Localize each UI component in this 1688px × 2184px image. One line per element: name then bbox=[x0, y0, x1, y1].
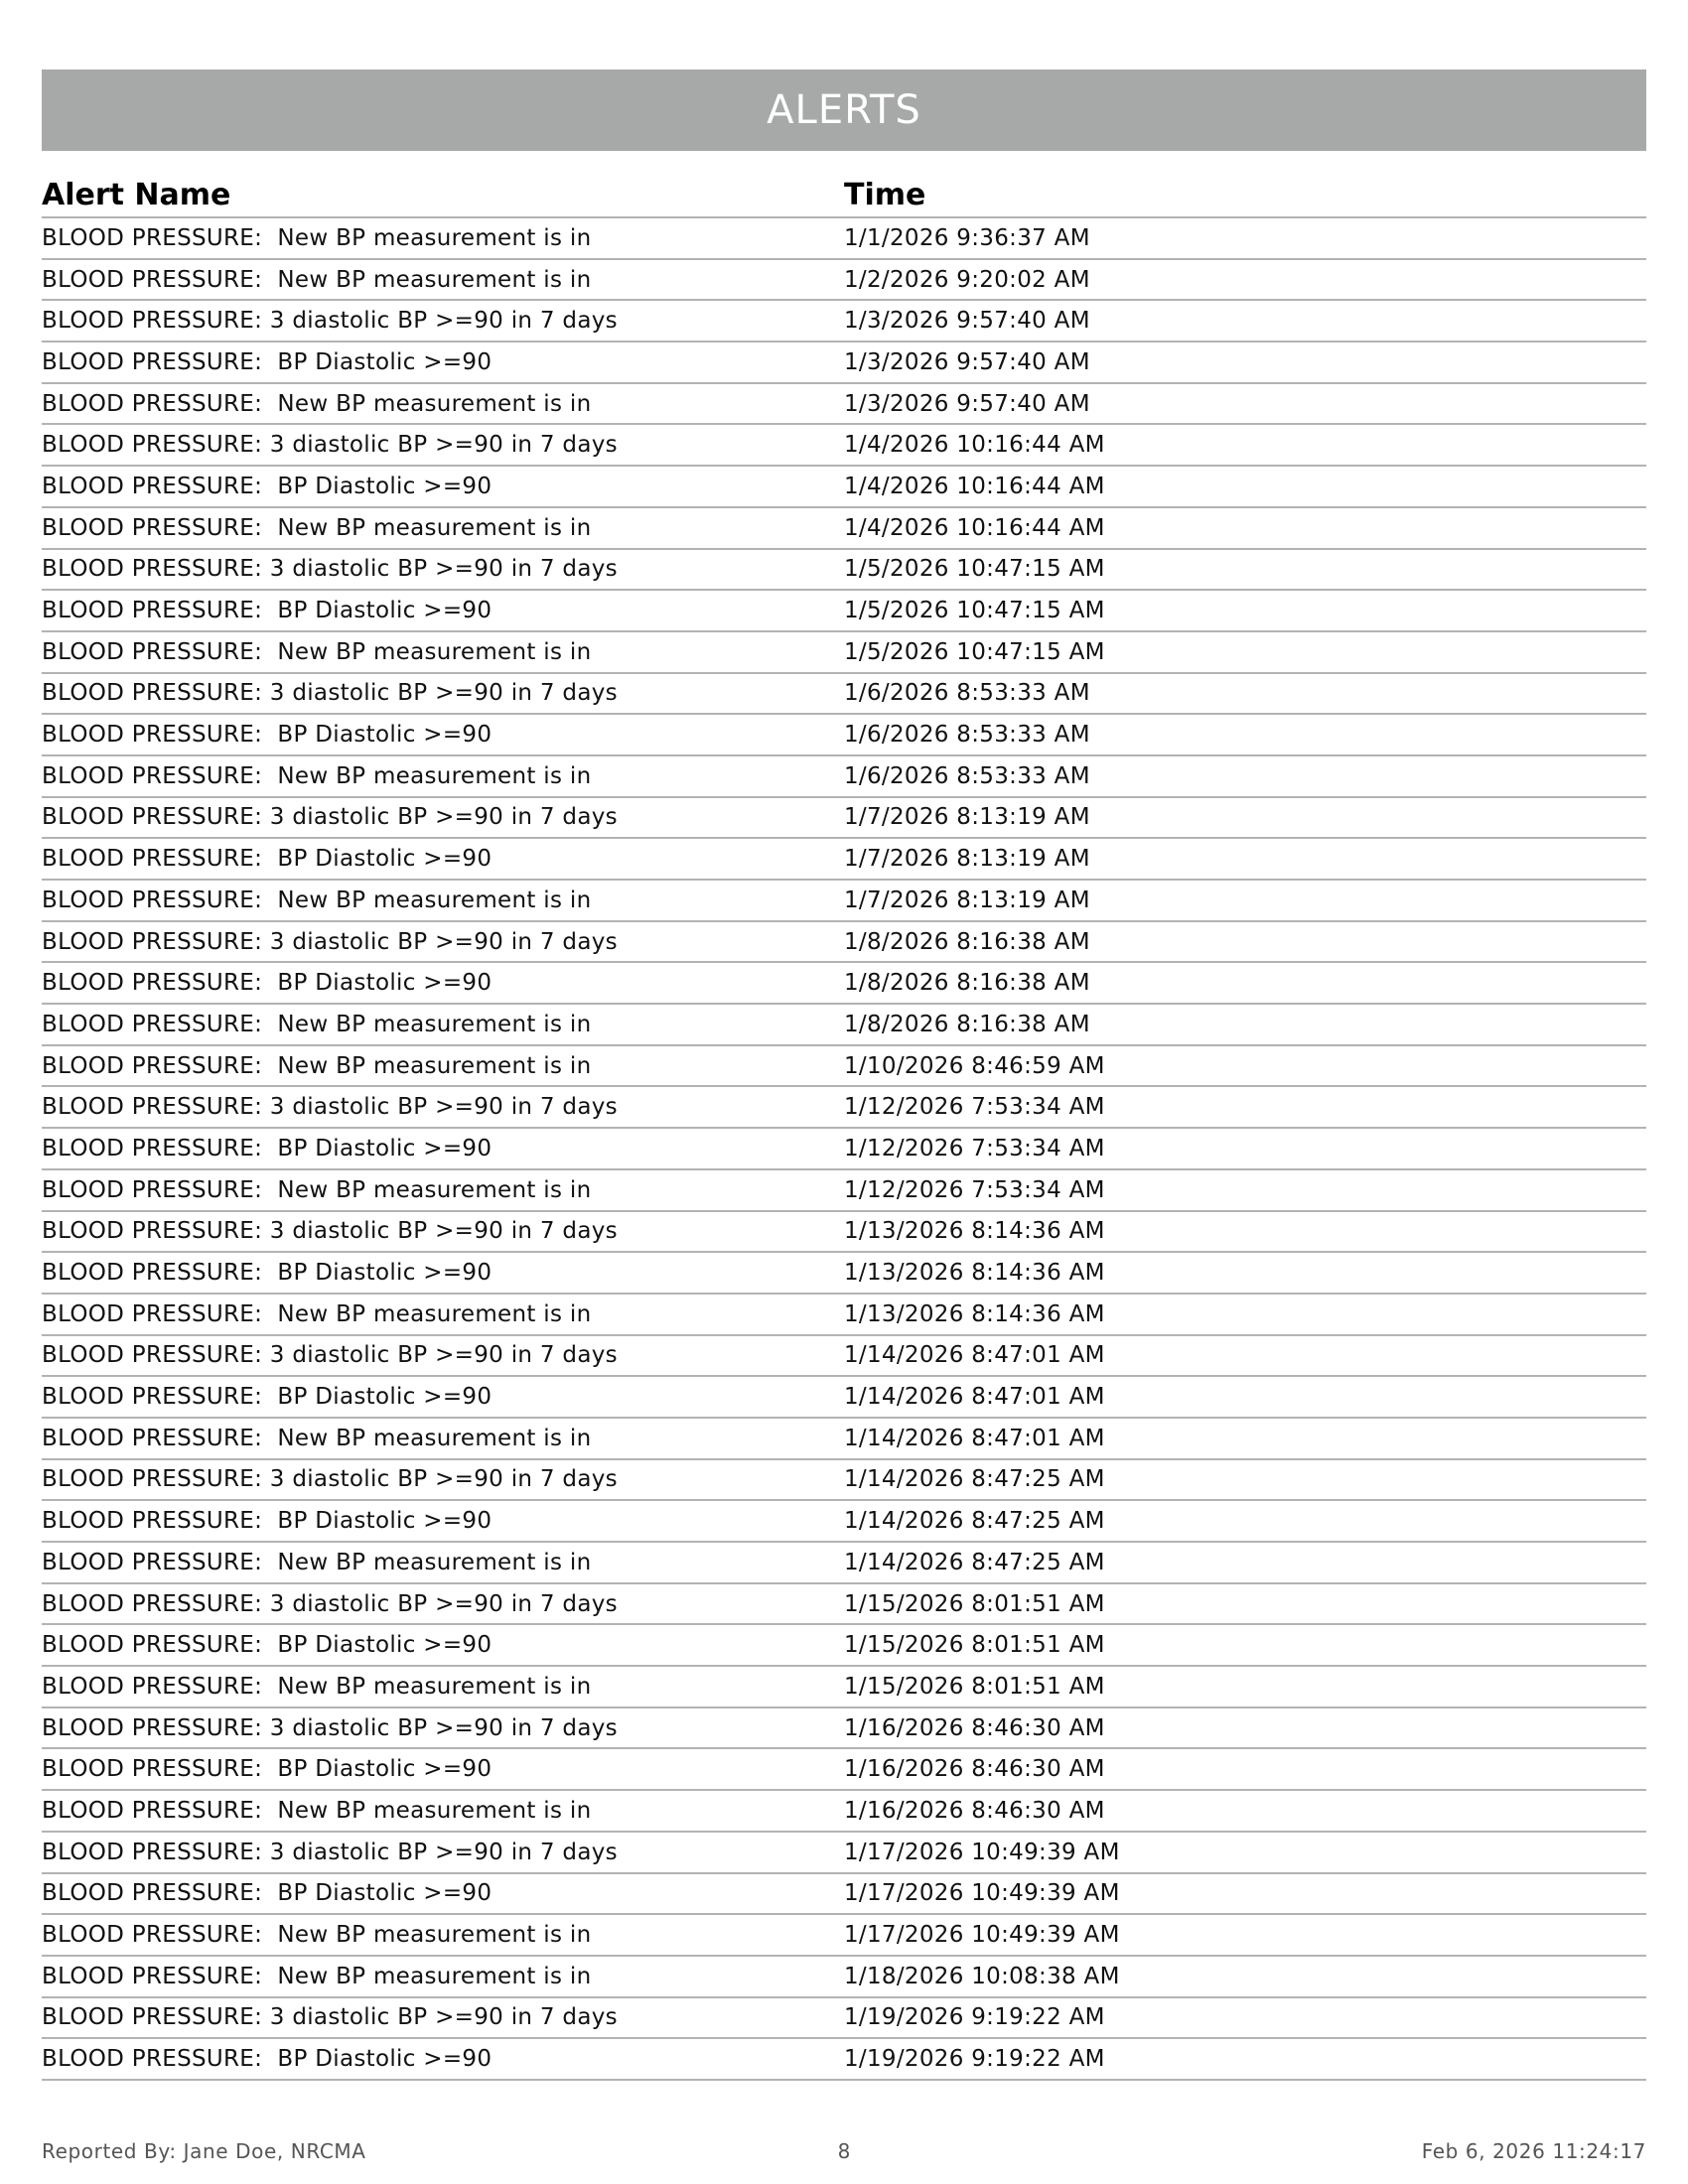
alert-name-cell: BLOOD PRESSURE: 3 diastolic BP >=90 in 7 days bbox=[42, 308, 618, 335]
alert-time-cell: 1/17/2026 10:49:39 AM bbox=[844, 1880, 1120, 1907]
reported-by: Reported By: Jane Doe, NRCMA bbox=[42, 2139, 366, 2163]
table-row bbox=[42, 591, 1646, 632]
table-row bbox=[42, 342, 1646, 384]
alert-name-cell: BLOOD PRESSURE: New BP measurement is in bbox=[42, 390, 592, 417]
alert-time-cell: 1/12/2026 7:53:34 AM bbox=[844, 1135, 1105, 1161]
table-row bbox=[42, 715, 1646, 756]
column-header-alert-name: Alert Name bbox=[42, 177, 231, 212]
alert-time-cell: 1/8/2026 8:16:38 AM bbox=[844, 928, 1090, 955]
alert-time-cell: 1/19/2026 9:19:22 AM bbox=[844, 2046, 1105, 2073]
alerts-table bbox=[42, 169, 1646, 2081]
alert-name-cell: BLOOD PRESSURE: 3 diastolic BP >=90 in 7 days bbox=[42, 432, 618, 459]
alert-time-cell: 1/6/2026 8:53:33 AM bbox=[844, 762, 1090, 789]
alert-time-cell: 1/16/2026 8:46:30 AM bbox=[844, 1756, 1105, 1783]
alert-time-cell: 1/7/2026 8:13:19 AM bbox=[844, 804, 1090, 831]
alert-time-cell: 1/3/2026 9:57:40 AM bbox=[844, 348, 1090, 375]
alert-time-cell: 1/17/2026 10:49:39 AM bbox=[844, 1922, 1120, 1949]
table-row bbox=[42, 425, 1646, 467]
alert-time-cell: 1/16/2026 8:46:30 AM bbox=[844, 1797, 1105, 1824]
table-row bbox=[42, 632, 1646, 674]
table-row bbox=[42, 218, 1646, 260]
alert-name-cell: BLOOD PRESSURE: BP Diastolic >=90 bbox=[42, 1508, 492, 1535]
alert-name-cell: BLOOD PRESSURE: New BP measurement is in bbox=[42, 762, 592, 789]
alert-name-cell: BLOOD PRESSURE: BP Diastolic >=90 bbox=[42, 722, 492, 749]
table-row bbox=[42, 2039, 1646, 2081]
table-row bbox=[42, 1170, 1646, 1212]
alert-name-cell: BLOOD PRESSURE: New BP measurement is in bbox=[42, 1922, 592, 1949]
table-row bbox=[42, 1087, 1646, 1129]
alert-time-cell: 1/5/2026 10:47:15 AM bbox=[844, 638, 1105, 665]
table-row bbox=[42, 1212, 1646, 1254]
alert-name-cell: BLOOD PRESSURE: BP Diastolic >=90 bbox=[42, 1632, 492, 1659]
table-row bbox=[42, 1501, 1646, 1543]
alert-name-cell: BLOOD PRESSURE: 3 diastolic BP >=90 in 7 days bbox=[42, 2004, 618, 2031]
alert-time-cell: 1/14/2026 8:47:25 AM bbox=[844, 1466, 1105, 1493]
table-row bbox=[42, 1253, 1646, 1295]
alert-name-cell: BLOOD PRESSURE: 3 diastolic BP >=90 in 7 days bbox=[42, 556, 618, 583]
table-row bbox=[42, 1874, 1646, 1916]
alert-name-cell: BLOOD PRESSURE: New BP measurement is in bbox=[42, 514, 592, 541]
table-row bbox=[42, 384, 1646, 426]
alert-time-cell: 1/5/2026 10:47:15 AM bbox=[844, 598, 1105, 624]
alert-time-cell: 1/16/2026 8:46:30 AM bbox=[844, 1714, 1105, 1741]
table-row bbox=[42, 1749, 1646, 1791]
alert-name-cell: BLOOD PRESSURE: New BP measurement is in bbox=[42, 1300, 592, 1327]
table-row bbox=[42, 756, 1646, 798]
alert-time-cell: 1/2/2026 9:20:02 AM bbox=[844, 266, 1090, 293]
alert-name-cell: BLOOD PRESSURE: 3 diastolic BP >=90 in 7 days bbox=[42, 1590, 618, 1617]
page-footer bbox=[42, 2139, 1646, 2169]
alert-name-cell: BLOOD PRESSURE: New BP measurement is in bbox=[42, 1549, 592, 1575]
alert-time-cell: 1/1/2026 9:36:37 AM bbox=[844, 224, 1090, 251]
alert-time-cell: 1/10/2026 8:46:59 AM bbox=[844, 1052, 1105, 1079]
alert-name-cell: BLOOD PRESSURE: 3 diastolic BP >=90 in 7 days bbox=[42, 1342, 618, 1369]
table-row bbox=[42, 1833, 1646, 1874]
table-header bbox=[42, 169, 1646, 218]
alert-time-cell: 1/14/2026 8:47:25 AM bbox=[844, 1508, 1105, 1535]
table-row bbox=[42, 1957, 1646, 1998]
table-row bbox=[42, 1708, 1646, 1750]
alert-name-cell: BLOOD PRESSURE: BP Diastolic >=90 bbox=[42, 2046, 492, 2073]
alert-name-cell: BLOOD PRESSURE: 3 diastolic BP >=90 in 7 days bbox=[42, 680, 618, 707]
alert-name-cell: BLOOD PRESSURE: New BP measurement is in bbox=[42, 887, 592, 913]
alert-time-cell: 1/14/2026 8:47:01 AM bbox=[844, 1425, 1105, 1451]
alert-name-cell: BLOOD PRESSURE: 3 diastolic BP >=90 in 7 days bbox=[42, 1839, 618, 1865]
alert-time-cell: 1/6/2026 8:53:33 AM bbox=[844, 722, 1090, 749]
table-row bbox=[42, 1915, 1646, 1957]
table-row bbox=[42, 881, 1646, 922]
table-row bbox=[42, 550, 1646, 592]
alert-time-cell: 1/13/2026 8:14:36 AM bbox=[844, 1300, 1105, 1327]
alert-time-cell: 1/17/2026 10:49:39 AM bbox=[844, 1839, 1120, 1865]
alert-time-cell: 1/7/2026 8:13:19 AM bbox=[844, 887, 1090, 913]
alert-time-cell: 1/4/2026 10:16:44 AM bbox=[844, 514, 1105, 541]
alert-name-cell: BLOOD PRESSURE: New BP measurement is in bbox=[42, 1011, 592, 1037]
table-row bbox=[42, 1419, 1646, 1460]
alert-name-cell: BLOOD PRESSURE: BP Diastolic >=90 bbox=[42, 1384, 492, 1411]
alert-time-cell: 1/5/2026 10:47:15 AM bbox=[844, 556, 1105, 583]
alert-name-cell: BLOOD PRESSURE: New BP measurement is in bbox=[42, 638, 592, 665]
alert-name-cell: BLOOD PRESSURE: New BP measurement is in bbox=[42, 1673, 592, 1700]
table-row bbox=[42, 963, 1646, 1005]
table-row bbox=[42, 1625, 1646, 1667]
alert-name-cell: BLOOD PRESSURE: New BP measurement is in bbox=[42, 1052, 592, 1079]
alert-time-cell: 1/3/2026 9:57:40 AM bbox=[844, 308, 1090, 335]
table-row bbox=[42, 1295, 1646, 1336]
alert-name-cell: BLOOD PRESSURE: BP Diastolic >=90 bbox=[42, 846, 492, 873]
alert-time-cell: 1/18/2026 10:08:38 AM bbox=[844, 1963, 1120, 1989]
alert-time-cell: 1/14/2026 8:47:25 AM bbox=[844, 1549, 1105, 1575]
alert-time-cell: 1/3/2026 9:57:40 AM bbox=[844, 390, 1090, 417]
alert-name-cell: BLOOD PRESSURE: 3 diastolic BP >=90 in 7 days bbox=[42, 804, 618, 831]
table-row bbox=[42, 1336, 1646, 1378]
column-header-time: Time bbox=[844, 177, 926, 212]
alert-name-cell: BLOOD PRESSURE: 3 diastolic BP >=90 in 7 days bbox=[42, 928, 618, 955]
page-title: ALERTS bbox=[767, 87, 921, 133]
alert-name-cell: BLOOD PRESSURE: BP Diastolic >=90 bbox=[42, 1260, 492, 1287]
table-row bbox=[42, 467, 1646, 508]
table-row bbox=[42, 1377, 1646, 1419]
alert-name-cell: BLOOD PRESSURE: New BP measurement is in bbox=[42, 1176, 592, 1203]
alert-name-cell: BLOOD PRESSURE: New BP measurement is in bbox=[42, 1797, 592, 1824]
alert-name-cell: BLOOD PRESSURE: 3 diastolic BP >=90 in 7 days bbox=[42, 1714, 618, 1741]
alert-time-cell: 1/8/2026 8:16:38 AM bbox=[844, 970, 1090, 997]
alert-time-cell: 1/15/2026 8:01:51 AM bbox=[844, 1632, 1105, 1659]
report-timestamp: Feb 6, 2026 11:24:17 bbox=[1421, 2139, 1646, 2163]
table-row bbox=[42, 1584, 1646, 1626]
alert-name-cell: BLOOD PRESSURE: BP Diastolic >=90 bbox=[42, 598, 492, 624]
table-row bbox=[42, 1667, 1646, 1708]
alert-name-cell: BLOOD PRESSURE: BP Diastolic >=90 bbox=[42, 970, 492, 997]
alert-name-cell: BLOOD PRESSURE: BP Diastolic >=90 bbox=[42, 1880, 492, 1907]
alert-time-cell: 1/12/2026 7:53:34 AM bbox=[844, 1094, 1105, 1121]
table-row bbox=[42, 922, 1646, 964]
alert-name-cell: BLOOD PRESSURE: BP Diastolic >=90 bbox=[42, 1135, 492, 1161]
table-row bbox=[42, 1129, 1646, 1170]
alert-time-cell: 1/13/2026 8:14:36 AM bbox=[844, 1260, 1105, 1287]
alert-time-cell: 1/4/2026 10:16:44 AM bbox=[844, 432, 1105, 459]
alert-time-cell: 1/19/2026 9:19:22 AM bbox=[844, 2004, 1105, 2031]
alerts-banner bbox=[42, 69, 1646, 151]
table-row bbox=[42, 1543, 1646, 1584]
table-row bbox=[42, 798, 1646, 840]
alert-name-cell: BLOOD PRESSURE: BP Diastolic >=90 bbox=[42, 473, 492, 499]
alert-name-cell: BLOOD PRESSURE: New BP measurement is in bbox=[42, 1425, 592, 1451]
alert-time-cell: 1/14/2026 8:47:01 AM bbox=[844, 1342, 1105, 1369]
alert-time-cell: 1/7/2026 8:13:19 AM bbox=[844, 846, 1090, 873]
table-row bbox=[42, 1998, 1646, 2040]
alert-name-cell: BLOOD PRESSURE: New BP measurement is in bbox=[42, 1963, 592, 1989]
table-row bbox=[42, 1460, 1646, 1502]
table-row bbox=[42, 1791, 1646, 1833]
alert-time-cell: 1/12/2026 7:53:34 AM bbox=[844, 1176, 1105, 1203]
table-row bbox=[42, 839, 1646, 881]
alert-name-cell: BLOOD PRESSURE: 3 diastolic BP >=90 in 7 days bbox=[42, 1466, 618, 1493]
alert-time-cell: 1/4/2026 10:16:44 AM bbox=[844, 473, 1105, 499]
alert-name-cell: BLOOD PRESSURE: New BP measurement is in bbox=[42, 266, 592, 293]
alert-time-cell: 1/14/2026 8:47:01 AM bbox=[844, 1384, 1105, 1411]
table-row bbox=[42, 674, 1646, 716]
table-row bbox=[42, 301, 1646, 342]
alert-time-cell: 1/15/2026 8:01:51 AM bbox=[844, 1590, 1105, 1617]
alert-name-cell: BLOOD PRESSURE: BP Diastolic >=90 bbox=[42, 1756, 492, 1783]
table-row bbox=[42, 260, 1646, 302]
alert-name-cell: BLOOD PRESSURE: BP Diastolic >=90 bbox=[42, 348, 492, 375]
page-number: 8 bbox=[837, 2139, 851, 2163]
alert-time-cell: 1/8/2026 8:16:38 AM bbox=[844, 1011, 1090, 1037]
table-row bbox=[42, 1005, 1646, 1046]
alert-name-cell: BLOOD PRESSURE: 3 diastolic BP >=90 in 7 days bbox=[42, 1218, 618, 1245]
alerts-list bbox=[42, 218, 1646, 2081]
alert-time-cell: 1/6/2026 8:53:33 AM bbox=[844, 680, 1090, 707]
alert-name-cell: BLOOD PRESSURE: New BP measurement is in bbox=[42, 224, 592, 251]
table-row bbox=[42, 508, 1646, 550]
table-row bbox=[42, 1046, 1646, 1088]
alert-name-cell: BLOOD PRESSURE: 3 diastolic BP >=90 in 7 days bbox=[42, 1094, 618, 1121]
alert-time-cell: 1/13/2026 8:14:36 AM bbox=[844, 1218, 1105, 1245]
alert-time-cell: 1/15/2026 8:01:51 AM bbox=[844, 1673, 1105, 1700]
